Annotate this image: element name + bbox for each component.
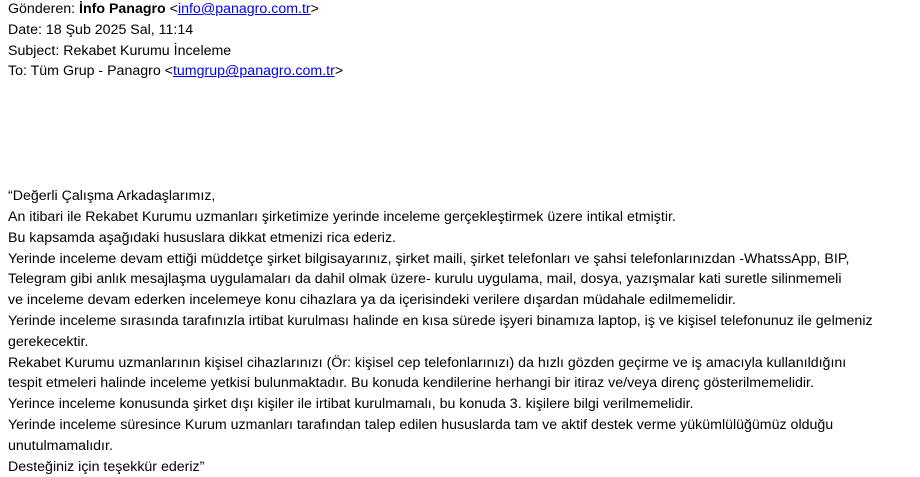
body-line: unutulmamalıdır. — [8, 437, 113, 454]
date-label: Date: — [8, 21, 42, 38]
recipient-name: Tüm Grup - Panagro — [30, 63, 161, 80]
subject-label: Subject: — [8, 42, 60, 59]
body-line: Telegram gibi anlık mesajlaşma uygulamaları da dahil olmak üzere- kurulu uygulama, mail, dosya, yazışmalar kati suretle silinmemeli — [8, 271, 842, 288]
email-body — [8, 186, 918, 477]
body-line: Bu kapsamda aşağıdaki hususlara dikkat etmenizi rica ederiz. — [8, 229, 396, 246]
from-row: Gönderen: İnfo Panagro <info@panagro.com.tr> — [8, 1, 319, 17]
recipient-email-link[interactable]: tumgrup@panagro.com.tr — [172, 63, 335, 80]
body-line: gerekecektir. — [8, 333, 89, 350]
to-label: To: — [8, 63, 27, 80]
sender-email-link[interactable]: info@panagro.com.tr — [177, 1, 311, 17]
body-line: Yerinde inceleme sırasında tarafınızla irtibat kurulması halinde en kısa sürede işyeri binamıza laptop, iş ve kişisel telefonunuz ile gelmeniz — [8, 312, 873, 329]
blank-space — [8, 82, 918, 186]
subject-value: Rekabet Kurumu İnceleme — [63, 42, 232, 59]
email-view — [8, 0, 918, 477]
body-line-closing: Desteğiniz için teşekkür ederiz” — [8, 458, 205, 475]
body-line: Yerinde inceleme süresince Kurum uzmanları tarafından talep edilen hususlarda tam ve aktif destek verme yükümlülüğümüz olduğu — [8, 416, 834, 433]
subject-row — [8, 41, 918, 62]
to-row: To: Tüm Grup - Panagro <tumgrup@panagro.com.tr> — [8, 63, 344, 80]
body-line: Rekabet Kurumu uzmanlarının kişisel cihazlarınızı (Ör: kişisel cep telefonlarınızı) da hızlı gözden geçirme ve iş amacıyla kullanıldığını — [8, 354, 847, 371]
body-line: An itibari ile Rekabet Kurumu uzmanları şirketimize yerinde inceleme gerçekleştirmek üzere intikal etmiştir. — [8, 208, 676, 225]
body-line-greeting: “Değerli Çalışma Arkadaşlarımız, — [8, 188, 216, 205]
body-line: ve inceleme devam ederken incelemeye konu cihazlara ya da içerisindeki verilere dışardan müdahale edilmemelidir. — [8, 292, 736, 309]
body-line: Yerince inceleme konusunda şirket dışı kişiler ile irtibat kurulmamalı, bu konuda 3. kişilere bilgi verilmemelidir. — [8, 396, 694, 413]
date-value: 18 Şub 2025 Sal, 11:14 — [45, 21, 194, 38]
body-line: tespit etmeleri halinde inceleme yetkisi bulunmaktadır. Bu konuda kendilerine herhangi bir itiraz ve/veya direnç gösterilmemelidir. — [8, 375, 814, 392]
date-row — [8, 20, 918, 41]
sender-name: İnfo Panagro — [79, 1, 166, 17]
body-line: Yerinde inceleme devam ettiği müddetçe şirket bilgisayarınız, şirket maili, şirket telefonları ve şahsi telefonlarınızdan -WhatssApp, BIP, — [8, 250, 850, 267]
from-label: Gönderen: — [8, 1, 76, 17]
